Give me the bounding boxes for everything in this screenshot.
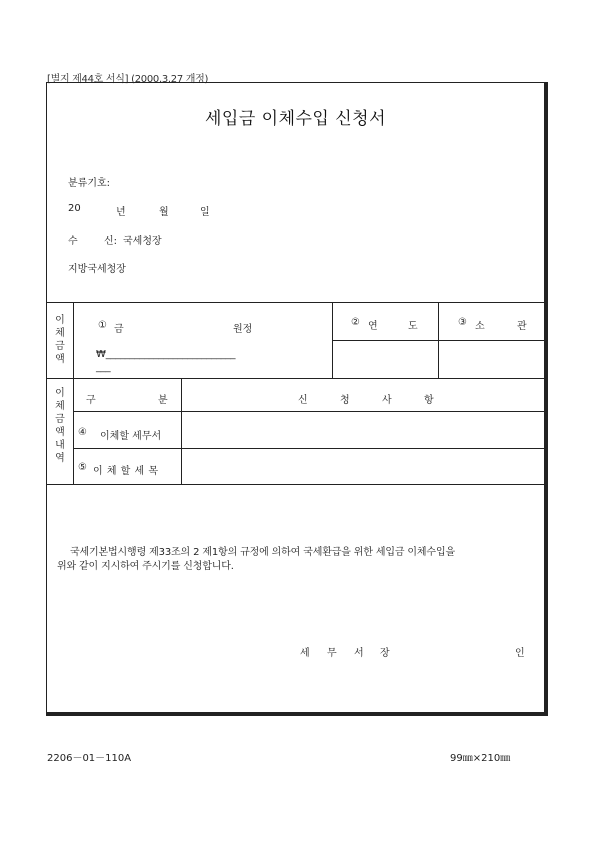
signature-office-3: 서: [354, 648, 364, 659]
amount-label-number: ①: [98, 320, 107, 331]
date-month-label: 월: [159, 207, 169, 218]
detail-side-label: 이 체 금 액 내 역: [55, 388, 65, 464]
form-frame: [46, 82, 545, 713]
office-label-b: 관: [517, 321, 527, 332]
document-title: 세입금 이체수입 신청서: [204, 109, 387, 129]
year-label-a: 연: [368, 321, 378, 332]
detail-bottom-rule: [46, 484, 545, 485]
col-category-a: 구: [86, 395, 96, 406]
signature-office-1: 세: [300, 648, 310, 659]
year-value-cell[interactable]: [333, 341, 437, 377]
date-year-prefix: 20: [68, 203, 81, 214]
office-value-cell[interactable]: [439, 341, 544, 377]
col-request-4: 항: [424, 395, 434, 406]
regional-office-label: 지방국세청장: [68, 264, 126, 275]
year-label-b: 도: [408, 321, 418, 332]
amount-label: 금: [114, 324, 124, 335]
office-label-number: ③: [458, 317, 467, 328]
row-tax-item-number: ⑤: [78, 462, 87, 473]
row-office-value-cell[interactable]: [182, 412, 544, 447]
footer-form-code: 2206－01－110A: [47, 753, 132, 764]
signature-office-2: 무: [327, 648, 337, 659]
statement-line-2: 위와 같이 지시하여 주시기를 신청합니다.: [57, 561, 234, 572]
amount-unit-label: 원정: [233, 324, 253, 335]
recipient-label-a: 수: [68, 236, 78, 247]
col-request-1: 신: [298, 395, 308, 406]
amount-write-line-cont: ___: [96, 362, 111, 373]
date-year-label: 년: [116, 207, 126, 218]
row-tax-item-value-cell[interactable]: [182, 449, 544, 483]
year-label-number: ②: [351, 317, 360, 328]
signature-seal-mark: 인: [515, 648, 525, 659]
footer-paper-size: 99㎜×210㎜: [450, 753, 511, 764]
amount-side-label: 이 체 금 액: [55, 315, 65, 365]
amount-bottom-rule: [46, 378, 545, 379]
signature-office-4: 장: [380, 648, 390, 659]
amount-top-rule: [46, 302, 545, 303]
col-category-b: 분: [158, 395, 168, 406]
row-tax-item-label: 이 체 할 세 목: [93, 466, 159, 477]
recipient-value: 국세청장: [123, 236, 162, 247]
form-number-label: [별지 제44호 서식] (2000.3.27 개정): [47, 74, 209, 85]
row-office-label: 이체할 세무서: [100, 431, 162, 442]
classification-label: 분류기호:: [68, 178, 111, 189]
recipient-label-b: 신:: [104, 236, 118, 247]
office-label-a: 소: [475, 321, 485, 332]
statement-line-1: 국세기본법시행령 제33조의 2 제1항의 규정에 의하여 국세환급을 위한 세입금 이체수입을: [70, 547, 455, 558]
col-request-2: 청: [340, 395, 350, 406]
col-request-3: 사: [382, 395, 392, 406]
date-day-label: 일: [200, 207, 210, 218]
row-office-number: ④: [78, 427, 87, 438]
amount-write-line[interactable]: ₩___________________________: [96, 349, 236, 360]
side-label-divider: [73, 302, 74, 484]
